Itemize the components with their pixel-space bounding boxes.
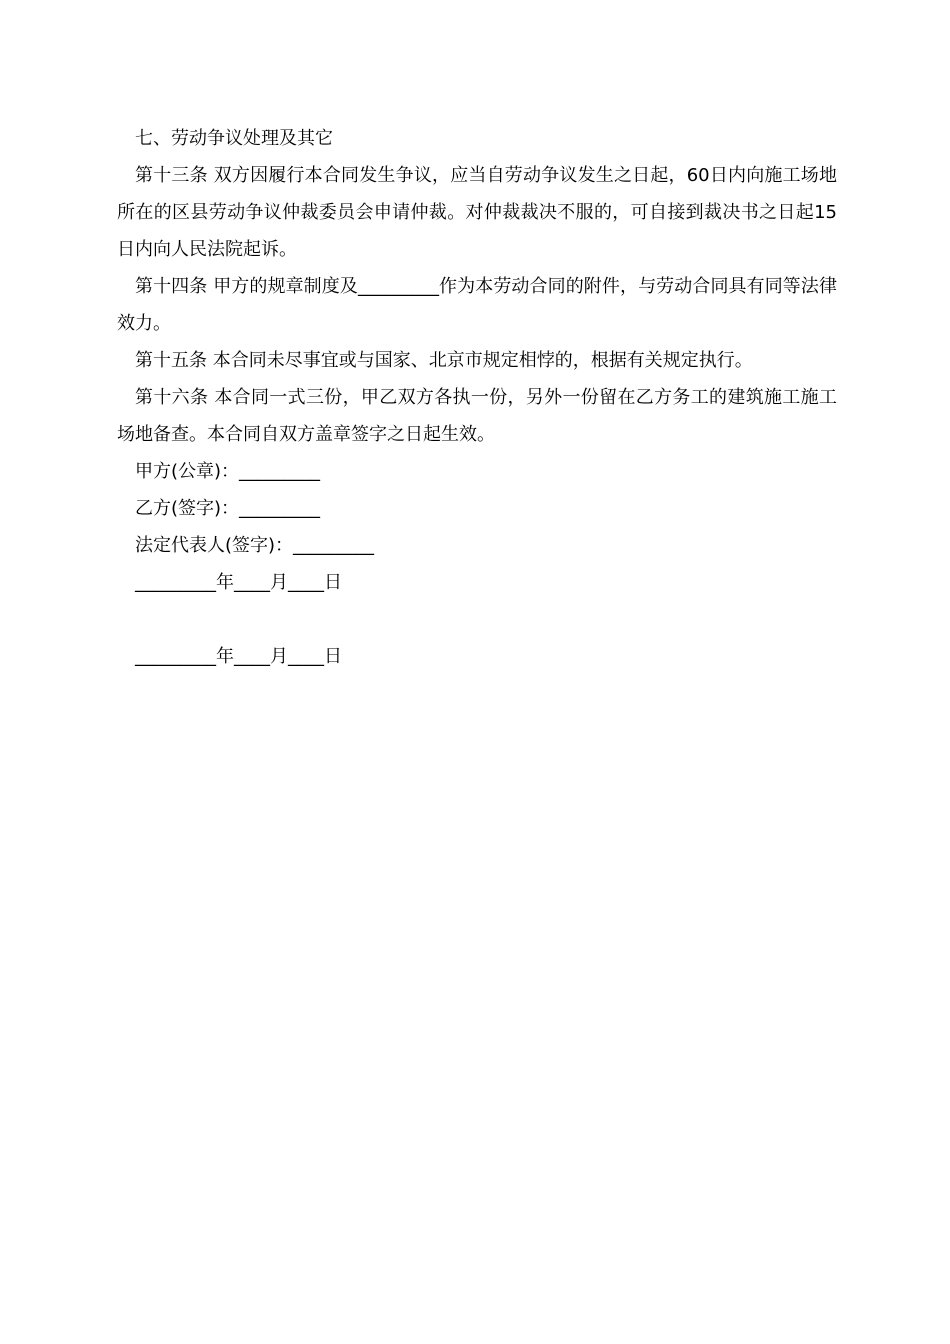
legal-rep-sign-line: 法定代表人(签字)：_________ (135, 535, 375, 556)
date-line-party-a: _________年____月____日 (135, 572, 342, 593)
spacer (117, 601, 837, 638)
article-14: 第十四条 甲方的规章制度及_________作为本劳动合同的附件，与劳动合同具有同等法律效力。 (117, 276, 837, 334)
section-heading: 七、劳动争议处理及其它 (135, 128, 333, 149)
article-15: 第十五条 本合同未尽事宜或与国家、北京市规定相悖的，根据有关规定执行。 (135, 350, 753, 371)
contract-body (117, 120, 837, 675)
party-b-sign-line: 乙方(签字)：_________ (135, 498, 321, 519)
article-16: 第十六条 本合同一式三份，甲乙双方各执一份，另外一份留在乙方务工的建筑施工施工场地备查。本合同自双方盖章签字之日起生效。 (117, 387, 837, 445)
party-a-seal-line: 甲方(公章)：_________ (135, 461, 321, 482)
date-line-party-b: _________年____月____日 (135, 646, 342, 667)
article-13: 第十三条 双方因履行本合同发生争议，应当自劳动争议发生之日起，60日内向施工场地所在的区县劳动争议仲裁委员会申请仲裁。对仲裁裁决不服的，可自接到裁决书之日起15日内向人民法院起诉。 (117, 165, 837, 260)
